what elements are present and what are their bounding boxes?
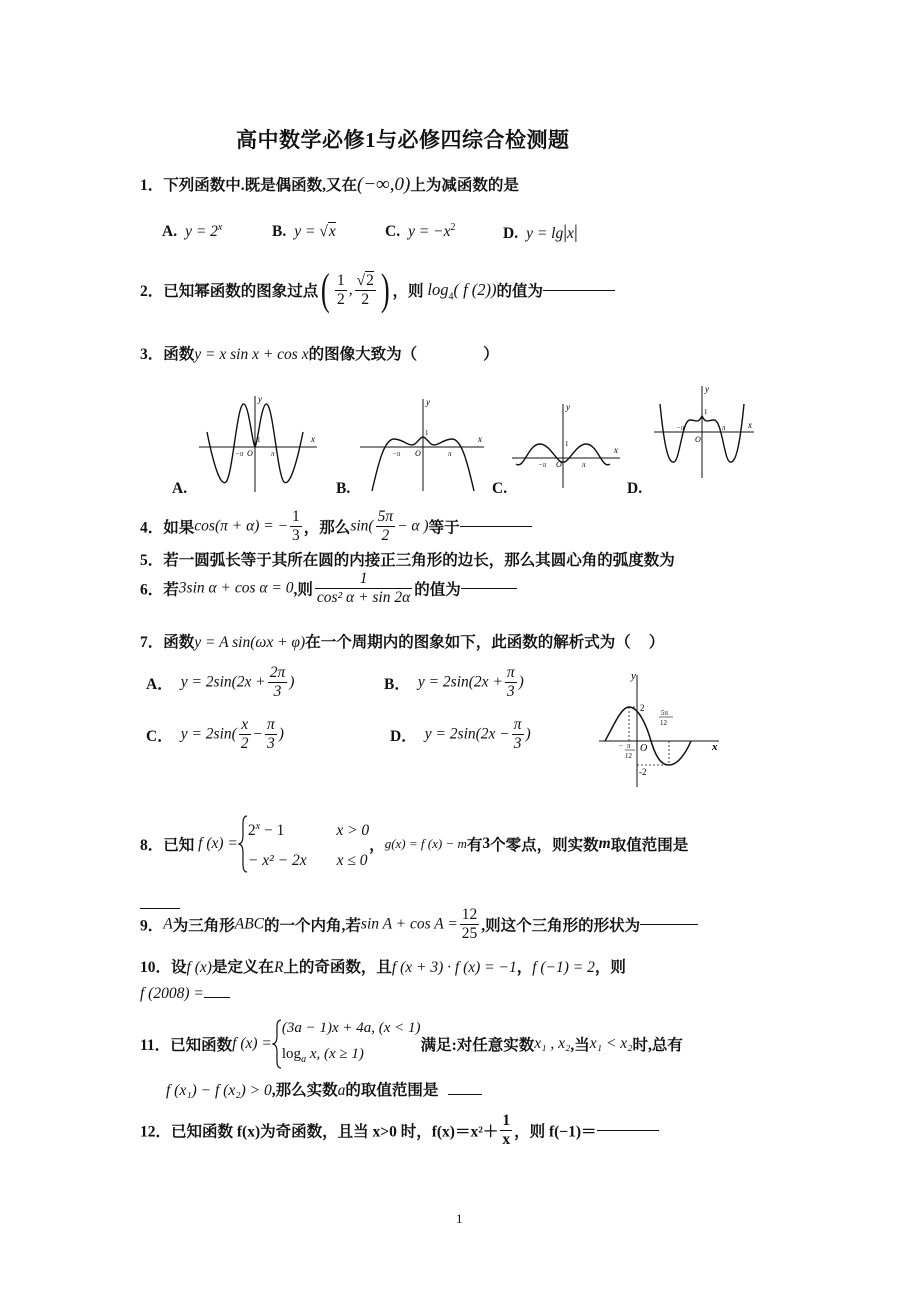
q10-answer-blank[interactable] — [204, 997, 230, 998]
q3-graph-c-label: C. — [492, 480, 508, 497]
q7-option-a[interactable]: A． y = 2sin(2x + $\frac{2\pi}{3}$ ) — [146, 664, 295, 700]
svg-text:y: y — [426, 397, 430, 407]
q7-graph-left-sign: − — [619, 742, 623, 750]
q7-graph-right-num: 5π — [661, 709, 669, 717]
question-11-line-2: f (x₁) − f (x₂) > 0,那么实数a的取值范围是 — [166, 1078, 482, 1100]
q7-graph-left-den: 12 — [625, 752, 632, 760]
q1-option-a[interactable]: A. $y = 2^x$ — [162, 222, 223, 241]
question-6: 6．若3sin α + cos α = 0,则 $\frac{1}{\text{cos² α + sin 2α}}$ 的值为 — [140, 570, 517, 607]
svg-text:1: 1 — [704, 408, 708, 416]
svg-text:1: 1 — [565, 440, 569, 448]
q7-graph-y-label: y — [631, 670, 636, 682]
svg-text:−π: −π — [538, 461, 547, 469]
q3-graph-b[interactable] — [358, 395, 488, 495]
question-11: 11．已知函数f (x) = (3a − 1)x + 4a, (x < 1) $\log_a x$, (x ≥ 1) 满足:对任意实数x₁ , x₂,当x₁ < x₂时,总有 — [140, 1015, 683, 1073]
q3-graph-d[interactable] — [652, 384, 760, 484]
svg-text:π: π — [271, 450, 275, 458]
q7-graph-max: 2 — [640, 703, 645, 713]
q3-graph-a-label: A. — [172, 480, 188, 497]
q1-option-d[interactable]: D. y = lg|x| — [503, 222, 578, 243]
svg-text:x: x — [478, 434, 482, 444]
q6-answer-blank[interactable] — [461, 588, 517, 589]
question-2: 2．已知幂函数的图象过点( $\frac{1}{2}$ , $\frac{√2}{2}$ ) ，则 $\log_4$( f (2))的值为 — [140, 268, 615, 312]
question-3: 3．函数y = x sin x + cos x的图像大致为（ ） — [140, 346, 499, 363]
svg-text:π: π — [722, 424, 726, 432]
page-number: 1 — [456, 1211, 463, 1226]
question-9: 9．A为三角形ABC的一个内角,若sin A + cos A = $\frac{12}{25}$ ,则这个三角形的形状为 — [140, 906, 698, 943]
q12-answer-blank[interactable] — [597, 1130, 659, 1131]
q2-answer-blank[interactable] — [543, 290, 615, 291]
q7-option-c[interactable]: C． y = 2sin( $\frac{x}{2}$ − $\frac{\pi}{3}$ ) — [146, 716, 284, 752]
question-1: 1．下列函数中.既是偶函数,又在(−∞,0)上为减函数的是 — [140, 174, 519, 195]
svg-text:π: π — [448, 450, 452, 458]
svg-text:x: x — [614, 445, 618, 455]
q9-answer-blank[interactable] — [640, 924, 698, 925]
svg-text:1: 1 — [257, 436, 261, 444]
svg-text:y: y — [566, 402, 570, 412]
q3-graph-a[interactable] — [195, 392, 325, 496]
q7-sine-graph — [595, 665, 725, 790]
question-12: 12．已知函数 f(x)为奇函数，且当 x>0 时，f(x)＝x²＋ $\frac{1}{x}$ ，则 f(−1)＝ — [140, 1112, 659, 1149]
question-10: 10．设f (x)是定义在R上的奇函数，且f (x + 3) · f (x) = −1，f (−1) = 2，则 — [140, 959, 626, 976]
q11-answer-blank[interactable] — [448, 1094, 482, 1095]
q7-graph-left-num: π — [627, 742, 631, 750]
q1-option-b[interactable]: B. y = √x — [272, 223, 336, 240]
svg-text:−π: −π — [392, 450, 401, 458]
svg-text:O: O — [247, 449, 253, 458]
q7-graph-x-label: x — [712, 741, 718, 753]
svg-text:O: O — [415, 449, 421, 458]
svg-text:π: π — [582, 461, 586, 469]
question-8: 8．已知 f (x) = $2^x - 1$ x > 0 − x² − 2x x ≤ 0 ，g(x) = f (x) − m有3个零点，则实数m取值范围是 — [140, 812, 688, 876]
svg-text:O: O — [556, 460, 562, 469]
svg-text:−π: −π — [676, 424, 685, 432]
q7-graph-min: -2 — [639, 767, 647, 777]
q7-graph-right-den: 12 — [660, 719, 667, 727]
q3-graph-d-label: D. — [627, 480, 643, 497]
question-7: 7．函数y = A sin(ωx + φ)在一个周期内的图象如下，此函数的解析式为（ ） — [140, 634, 665, 651]
svg-text:−π: −π — [235, 450, 244, 458]
q4-answer-blank[interactable] — [460, 526, 532, 527]
page-title: 高中数学必修1与必修四综合检测题 — [236, 128, 570, 152]
q3-graph-b-label: B. — [336, 480, 351, 497]
svg-text:O: O — [695, 435, 701, 444]
svg-text:y: y — [258, 394, 262, 404]
q7-option-d[interactable]: D． y = 2sin(2x − $\frac{\pi}{3}$ ) — [390, 716, 531, 752]
q7-option-b[interactable]: B． y = 2sin(2x + $\frac{\pi}{3}$ ) — [384, 664, 524, 700]
question-4: 4．如果cos(π + α) = − $\frac{1}{3}$ ，那么sin( $\frac{5\pi}{2}$ − α )等于 — [140, 508, 532, 545]
q1-option-c[interactable]: C. $y = -x^2$ — [385, 222, 456, 241]
q7-graph-origin: O — [640, 743, 648, 754]
q3-graph-c[interactable] — [510, 400, 626, 490]
svg-text:y: y — [705, 384, 709, 394]
svg-text:x: x — [748, 420, 752, 430]
svg-text:1: 1 — [425, 429, 429, 437]
question-5: 5．若一圆弧长等于其所在圆的内接正三角形的边长，那么其圆心角的弧度数为 — [140, 552, 675, 569]
svg-text:x: x — [311, 434, 315, 444]
question-10-line-2: f (2008) = — [140, 985, 230, 1003]
